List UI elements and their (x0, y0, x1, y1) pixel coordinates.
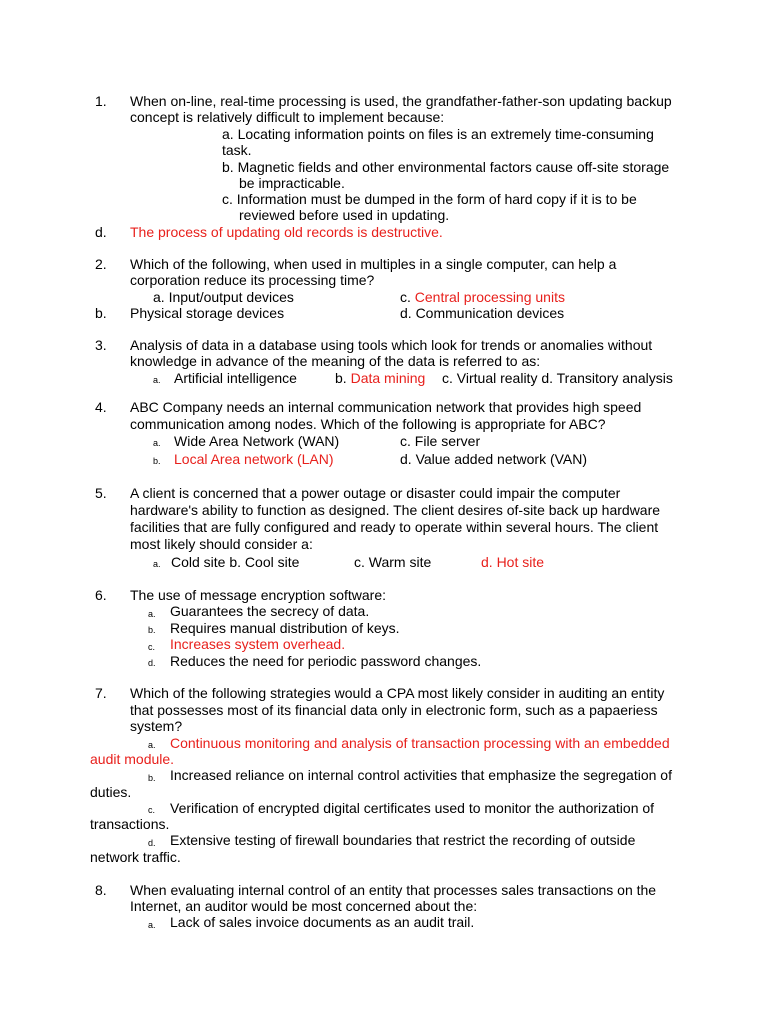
q7-option-a-answer-line2: audit module. (90, 751, 175, 767)
q6-option-d: Reduces the need for periodic password changes. (170, 653, 482, 669)
q5-option-ab: Cold site b. Cool site (171, 554, 300, 570)
q7-option-b-line1: Increased reliance on internal control activities that emphasize the segregation of (170, 767, 672, 783)
q7-option-c-line1: Verification of encrypted digital certificates used to monitor the authorization of (170, 800, 655, 816)
q5-option-a-label: a. (153, 559, 161, 569)
q5-option-c: c. Warm site (354, 554, 432, 570)
q4-option-b-answer: Local Area network (LAN) (174, 451, 334, 467)
q7-option-b-label: b. (148, 773, 156, 783)
q5-option-d-answer: d. Hot site (481, 554, 545, 570)
q2-stem-line1: Which of the following, when used in multiples in a single computer, can help a (130, 256, 617, 272)
q7-stem-line2: that possesses most of its financial data only in electronic form, such as a papaeriess (130, 702, 658, 718)
q6-option-a-label: a. (148, 609, 156, 619)
q7-option-a-answer-line1: Continuous monitoring and analysis of transaction processing with an embedded (170, 735, 670, 751)
q7-number: 7. (95, 685, 107, 701)
q7-option-b-line2: duties. (90, 784, 132, 800)
q3-stem-line2: knowledge in advance of the meaning of the data is referred to as: (130, 353, 541, 369)
q6-option-b: Requires manual distribution of keys. (170, 620, 400, 636)
q8-option-a-label: a. (148, 920, 156, 930)
q3-option-cd: c. Virtual reality d. Transitory analysis (442, 370, 673, 386)
q3-stem-line1: Analysis of data in a database using tools which look for trends or anomalies without (130, 337, 653, 353)
q5-stem-line3: facilities that are fully configured and ready to operate within several hours. The client (130, 519, 659, 535)
q1-option-c: c. Information must be dumped in the form of hard copy if it is to be (222, 191, 637, 207)
q6-option-c-label: c. (148, 642, 156, 652)
q5-stem-line1: A client is concerned that a power outage or disaster could impair the computer (130, 485, 621, 501)
q7-option-c-line2: transactions. (90, 816, 170, 832)
q3-option-b-answer: Data mining (350, 370, 426, 386)
q2-option-c-answer: Central processing units (414, 289, 565, 305)
q6-option-d-label: d. (148, 658, 156, 668)
q2-option-b-label: b. (95, 305, 107, 321)
q4-option-d: d. Value added network (VAN) (400, 451, 588, 467)
q7-option-a-label: a. (148, 740, 156, 750)
q4-number: 4. (95, 399, 107, 415)
q7-option-c-label: c. (148, 805, 156, 815)
q1-option-d-answer: The process of updating old records is destructive. (130, 224, 443, 240)
q4-option-a: Wide Area Network (WAN) (174, 433, 340, 449)
q7-option-d-label: d. (148, 838, 156, 848)
q1-option-c-cont: reviewed before used in updating. (239, 207, 450, 223)
q1-option-d-label: d. (95, 224, 107, 240)
q2-option-b: Physical storage devices (130, 305, 285, 321)
q6-stem: The use of message encryption software: (130, 587, 387, 603)
q1-option-a: a. Locating information points on files is an extremely time-consuming (222, 126, 654, 142)
q3-option-b (335, 370, 425, 387)
q3-option-b-label: b. (335, 370, 351, 386)
q8-option-a: Lack of sales invoice documents as an audit trail. (170, 914, 475, 930)
q7-stem-line1: Which of the following strategies would a CPA most likely consider in auditing an entity (130, 685, 665, 701)
q1-option-a-cont: task. (222, 142, 252, 158)
q7-stem-line3: system? (130, 718, 183, 734)
q6-option-a: Guarantees the secrecy of data. (170, 603, 370, 619)
q1-stem-line1: When on-line, real-time processing is used, the grandfather-father-son updating backup (130, 93, 672, 109)
q2-stem-line2: corporation reduce its processing time? (130, 272, 375, 288)
q4-option-b-label: b. (153, 456, 161, 466)
q4-stem-line1: ABC Company needs an internal communication network that provides high speed (130, 399, 642, 415)
q5-stem-line4: most likely should consider a: (130, 536, 313, 552)
q2-option-c (400, 289, 565, 306)
q4-option-a-label: a. (153, 438, 161, 448)
q3-option-a-label: a. (153, 375, 161, 385)
q2-option-d: d. Communication devices (400, 305, 565, 321)
q5-stem-line2: hardware's ability to function as designed. The client desires of-site back up hardware (130, 502, 661, 518)
q6-option-b-label: b. (148, 625, 156, 635)
q1-number: 1. (95, 93, 107, 109)
q6-option-c-answer: Increases system overhead. (170, 636, 346, 652)
q1-stem-line2: concept is relatively difficult to implement because: (130, 109, 445, 125)
q4-stem-line2: communication among nodes. Which of the following is appropriate for ABC? (130, 416, 606, 432)
q1-option-b: b. Magnetic fields and other environmental factors cause off-site storage (222, 159, 670, 175)
q3-number: 3. (95, 337, 107, 353)
q8-stem-line2: Internet, an auditor would be most concerned about the: (130, 898, 478, 914)
q2-option-c-label: c. (400, 289, 415, 305)
q2-option-a: a. Input/output devices (153, 289, 294, 305)
q1-option-b-cont: be impracticable. (239, 175, 345, 191)
q7-option-d-line1: Extensive testing of firewall boundaries that restrict the recording of outside (170, 832, 636, 848)
q2-number: 2. (95, 256, 107, 272)
q5-number: 5. (95, 485, 107, 501)
q7-option-d-line2: network traffic. (90, 849, 181, 865)
q8-number: 8. (95, 882, 107, 898)
q4-option-c: c. File server (400, 433, 481, 449)
q3-option-a: Artificial intelligence (174, 370, 297, 386)
q6-number: 6. (95, 587, 107, 603)
q8-stem-line1: When evaluating internal control of an entity that processes sales transactions on the (130, 882, 657, 898)
